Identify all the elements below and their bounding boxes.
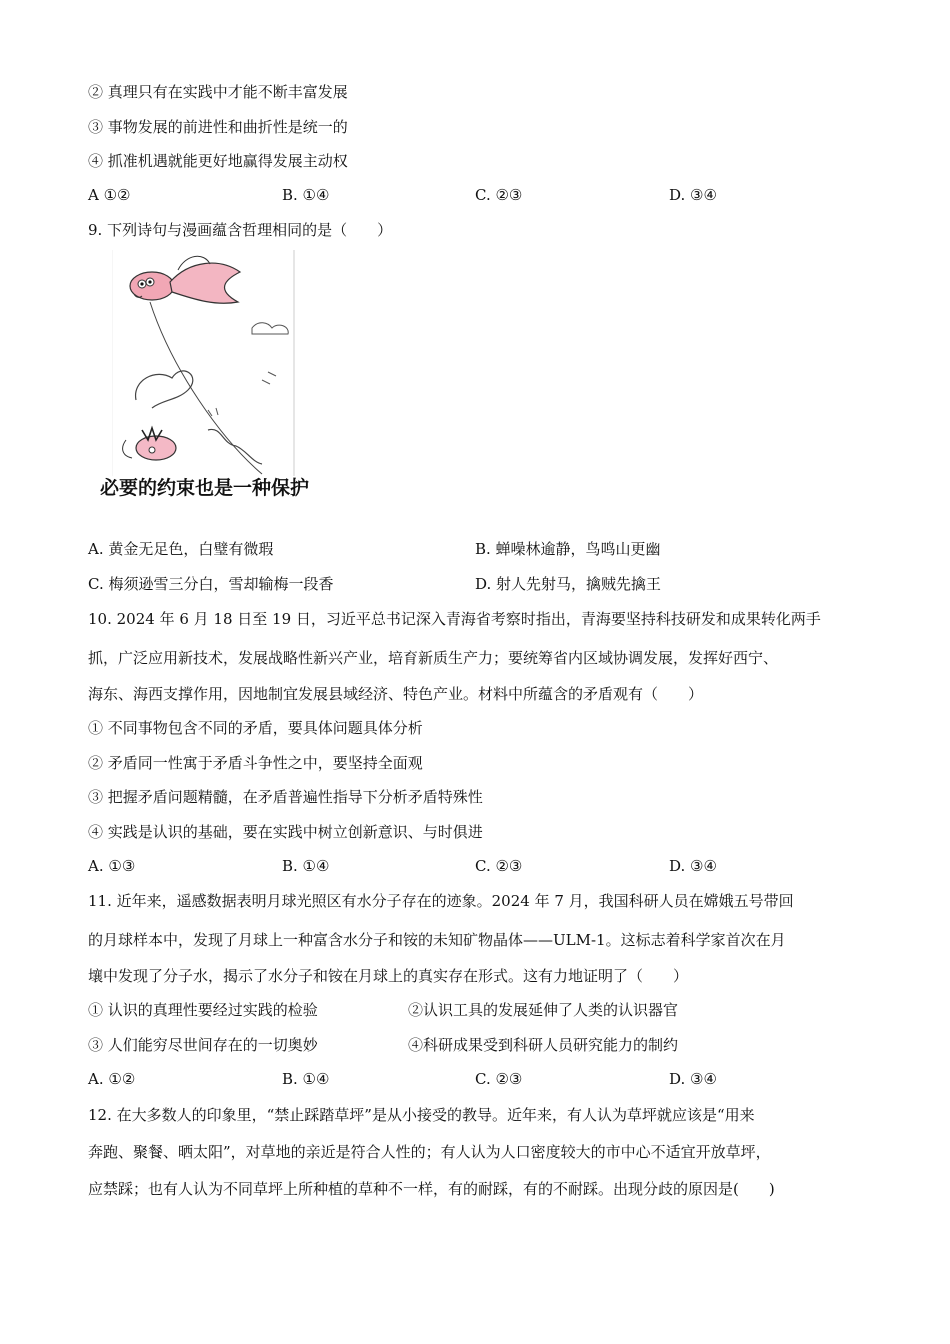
q11-option-a: A. ①② bbox=[88, 1070, 136, 1088]
q8-option-d: D. ③④ bbox=[669, 186, 717, 204]
q8-item-2: ② 真理只有在实践中才能不断丰富发展 bbox=[88, 83, 348, 101]
q10-option-a: A. ①③ bbox=[88, 857, 136, 875]
q9-option-c: C. 梅须逊雪三分白，雪却输梅一段香 bbox=[88, 575, 334, 593]
q10-option-c: C. ②③ bbox=[475, 857, 523, 875]
kite-cartoon bbox=[112, 250, 296, 476]
q8-item-4: ④ 抓准机遇就能更好地赢得发展主动权 bbox=[88, 152, 348, 170]
q11-item-3: ③ 人们能穷尽世间存在的一切奥妙 bbox=[88, 1036, 318, 1054]
q11-option-c: C. ②③ bbox=[475, 1070, 523, 1088]
fish-kite-icon bbox=[130, 256, 240, 303]
q9-stem: 9. 下列诗句与漫画蕴含哲理相同的是（ ） bbox=[88, 221, 393, 239]
q10-stem-line-3: 海东、海西支撑作用，因地制宜发展县域经济、特色产业。材料中所蕴含的矛盾观有（ ） bbox=[88, 685, 704, 703]
q11-option-d: D. ③④ bbox=[669, 1070, 717, 1088]
q11-stem-line-1: 11. 近年来，遥感数据表明月球光照区有水分子存在的迹象。2024 年 7 月，我国科研人员在嫦娥五号带回 bbox=[88, 892, 794, 910]
q10-stem-line-1: 10. 2024 年 6 月 18 日至 19 日，习近平总书记深入青海省考察时指出，青海要坚持科技研发和成果转化两手 bbox=[88, 610, 821, 628]
q11-option-b: B. ①④ bbox=[282, 1070, 330, 1088]
q10-item-3: ③ 把握矛盾问题精髓，在矛盾普遍性指导下分析矛盾特殊性 bbox=[88, 788, 483, 806]
cartoon-illustration bbox=[112, 250, 296, 476]
q9-option-d: D. 射人先射马，擒贼先擒王 bbox=[475, 575, 662, 593]
q9-option-b: B. 蝉噪林逾静，鸟鸣山更幽 bbox=[475, 540, 661, 558]
q11-item-2: ②认识工具的发展延伸了人类的认识器官 bbox=[408, 1001, 679, 1019]
q11-stem-line-3: 壤中发现了分子水，揭示了水分子和铵在月球上的真实存在形式。这有力地证明了（ ） bbox=[88, 967, 689, 985]
q8-option-c: C. ②③ bbox=[475, 186, 523, 204]
q10-option-b: B. ①④ bbox=[282, 857, 330, 875]
q12-stem-line-1: 12. 在大多数人的印象里，“禁止踩踏草坪”是从小接受的教导。近年来，有人认为草坪就应该是“用来 bbox=[88, 1106, 755, 1124]
q11-stem-line-2: 的月球样本中，发现了月球上一种富含水分子和铵的未知矿物晶体——ULM-1。这标志着科学家首次在月 bbox=[88, 931, 786, 949]
q10-item-4: ④ 实践是认识的基础，要在实践中树立创新意识、与时俱进 bbox=[88, 823, 483, 841]
q12-stem-line-2: 奔跑、聚餐、晒太阳”，对草地的亲近是符合人性的；有人认为人口密度较大的市中心不适宜开放草坪， bbox=[88, 1143, 771, 1161]
q10-item-2: ② 矛盾同一性寓于矛盾斗争性之中，要坚持全面观 bbox=[88, 754, 423, 772]
q8-option-a: A ①② bbox=[88, 186, 131, 204]
q9-option-a: A. 黄金无足色，白璧有微瑕 bbox=[88, 540, 274, 558]
q11-item-1: ① 认识的真理性要经过实践的检验 bbox=[88, 1001, 318, 1019]
q8-item-3: ③ 事物发展的前进性和曲折性是统一的 bbox=[88, 118, 348, 136]
q10-option-d: D. ③④ bbox=[669, 857, 717, 875]
cartoon-caption: 必要的约束也是一种保护 bbox=[100, 477, 310, 499]
fallen-kite-icon bbox=[123, 428, 176, 460]
q10-stem-line-2: 抓，广泛应用新技术，发展战略性新兴产业，培育新质生产力；要统筹省内区域协调发展，发挥好西宁、 bbox=[88, 649, 779, 667]
q12-stem-line-3: 应禁踩；也有人认为不同草坪上所种植的草种不一样，有的耐踩，有的不耐踩。出现分歧的原因是( ) bbox=[88, 1180, 775, 1198]
q10-item-1: ① 不同事物包含不同的矛盾，要具体问题具体分析 bbox=[88, 719, 423, 737]
q8-option-b: B. ①④ bbox=[282, 186, 330, 204]
q11-item-4: ④科研成果受到科研人员研究能力的制约 bbox=[408, 1036, 679, 1054]
